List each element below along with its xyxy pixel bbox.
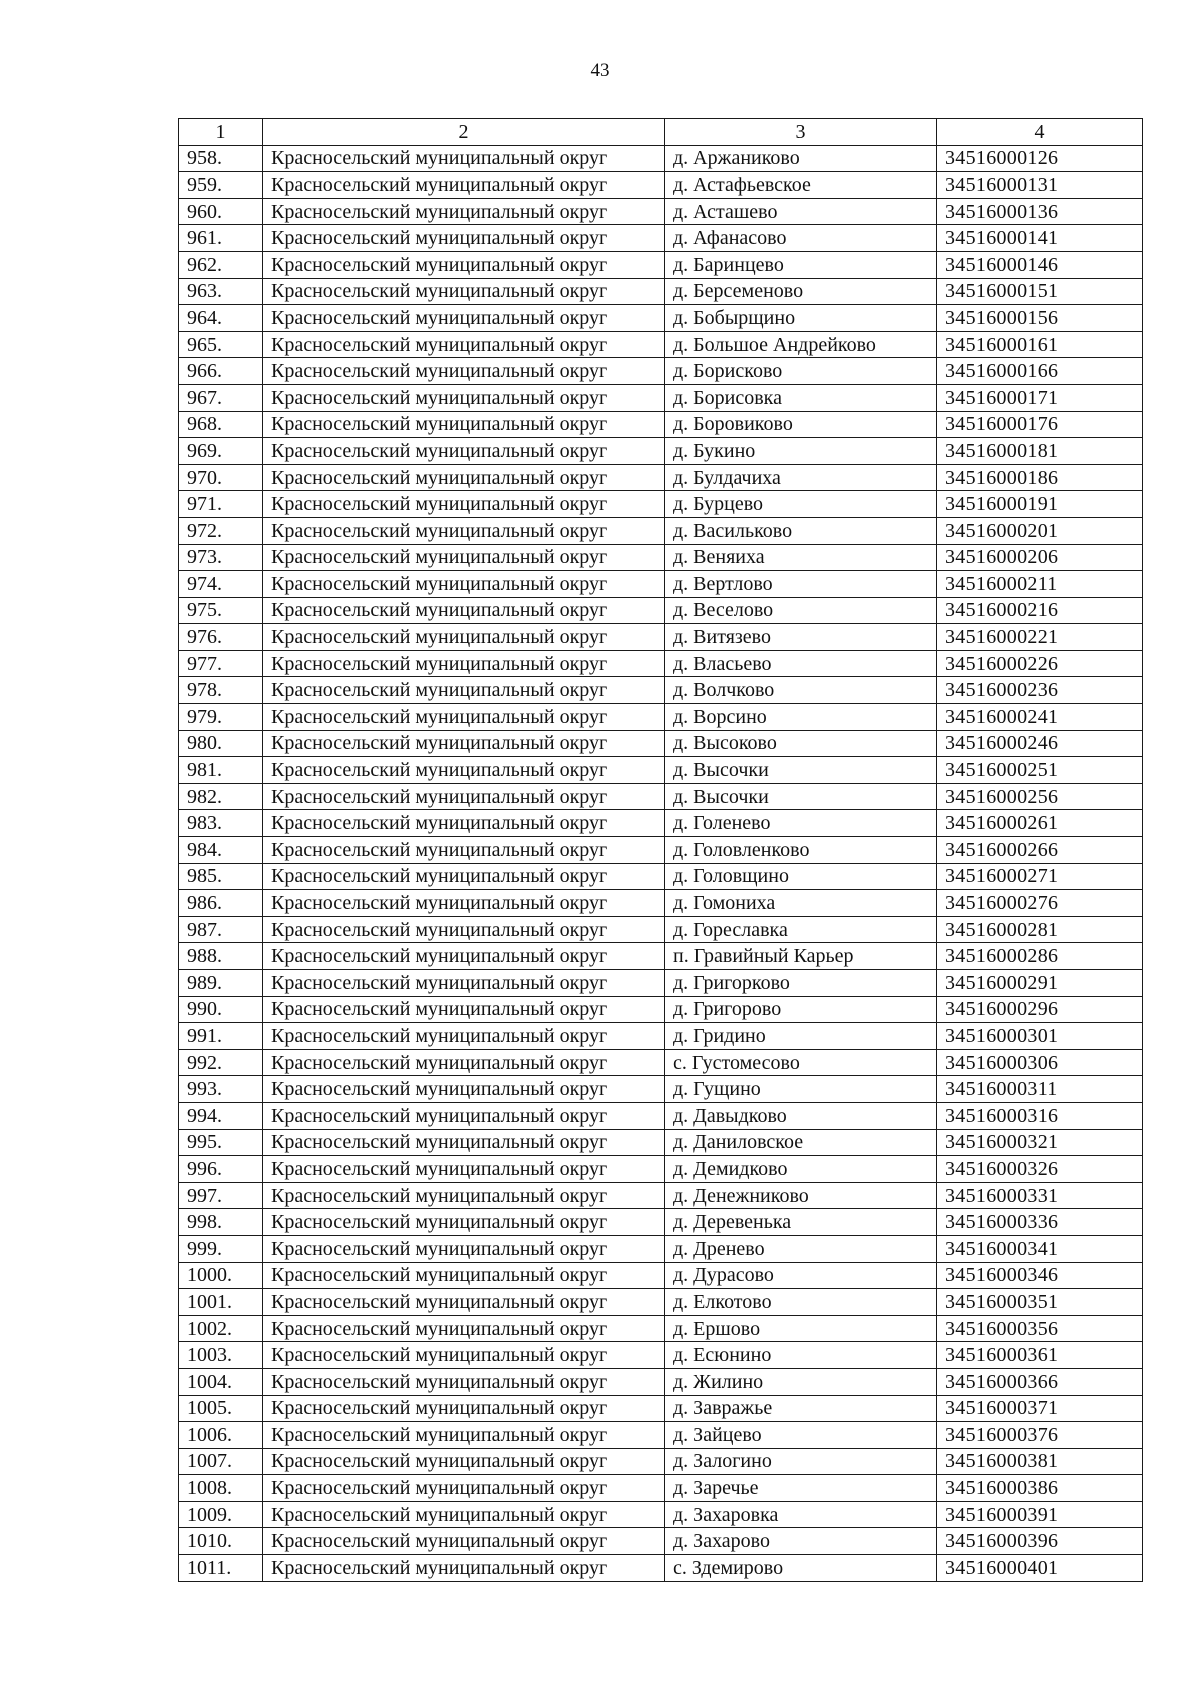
district-cell: Красносельский муниципальный округ xyxy=(263,1501,665,1528)
table-row xyxy=(179,1102,1143,1129)
row-number: 1004. xyxy=(179,1368,263,1395)
oktmo-code-cell: 34516000371 xyxy=(937,1395,1143,1422)
settlement-cell: д. Жилино xyxy=(665,1368,937,1395)
settlement-cell: д. Букино xyxy=(665,438,937,465)
row-number: 1009. xyxy=(179,1501,263,1528)
oktmo-code-cell: 34516000341 xyxy=(937,1235,1143,1262)
district-cell: Красносельский муниципальный округ xyxy=(263,1528,665,1555)
table-row xyxy=(179,464,1143,491)
row-number: 961. xyxy=(179,225,263,252)
settlement-cell: д. Астафьевское xyxy=(665,172,937,199)
settlement-cell: д. Гореславка xyxy=(665,916,937,943)
oktmo-code-cell: 34516000126 xyxy=(937,145,1143,172)
row-number: 999. xyxy=(179,1235,263,1262)
settlement-cell: д. Зайцево xyxy=(665,1422,937,1449)
oktmo-code-cell: 34516000261 xyxy=(937,810,1143,837)
settlement-cell: д. Даниловское xyxy=(665,1129,937,1156)
district-cell: Красносельский муниципальный округ xyxy=(263,757,665,784)
district-cell: Красносельский муниципальный округ xyxy=(263,1156,665,1183)
table-row xyxy=(179,331,1143,358)
oktmo-code-cell: 34516000386 xyxy=(937,1475,1143,1502)
row-number: 969. xyxy=(179,438,263,465)
settlement-cell: д. Высочки xyxy=(665,757,937,784)
settlement-cell: д. Берсеменово xyxy=(665,278,937,305)
settlement-cell: д. Афанасово xyxy=(665,225,937,252)
table-row xyxy=(179,704,1143,731)
table-row xyxy=(179,810,1143,837)
row-number: 965. xyxy=(179,331,263,358)
column-header-number: 1 xyxy=(179,119,263,146)
oktmo-code-cell: 34516000296 xyxy=(937,996,1143,1023)
settlement-cell: д. Головщино xyxy=(665,863,937,890)
table-row xyxy=(179,438,1143,465)
row-number: 959. xyxy=(179,172,263,199)
district-cell: Красносельский муниципальный округ xyxy=(263,1555,665,1582)
row-number: 1007. xyxy=(179,1448,263,1475)
district-cell: Красносельский муниципальный округ xyxy=(263,783,665,810)
settlement-cell: д. Аржаниково xyxy=(665,145,937,172)
row-number: 973. xyxy=(179,544,263,571)
oktmo-code-cell: 34516000256 xyxy=(937,783,1143,810)
settlement-cell: д. Головленково xyxy=(665,837,937,864)
district-cell: Красносельский муниципальный округ xyxy=(263,251,665,278)
row-number: 985. xyxy=(179,863,263,890)
district-cell: Красносельский муниципальный округ xyxy=(263,597,665,624)
column-header-settlement: 3 xyxy=(665,119,937,146)
settlement-cell: д. Боровиково xyxy=(665,411,937,438)
oktmo-code-cell: 34516000166 xyxy=(937,358,1143,385)
row-number: 996. xyxy=(179,1156,263,1183)
district-cell: Красносельский муниципальный округ xyxy=(263,704,665,731)
table-row xyxy=(179,1475,1143,1502)
row-number: 997. xyxy=(179,1182,263,1209)
table-row xyxy=(179,1448,1143,1475)
district-cell: Красносельский муниципальный округ xyxy=(263,890,665,917)
district-cell: Красносельский муниципальный округ xyxy=(263,1023,665,1050)
district-cell: Красносельский муниципальный округ xyxy=(263,384,665,411)
table-row xyxy=(179,1342,1143,1369)
row-number: 1002. xyxy=(179,1315,263,1342)
district-cell: Красносельский муниципальный округ xyxy=(263,1102,665,1129)
settlement-cell: д. Борисовка xyxy=(665,384,937,411)
row-number: 962. xyxy=(179,251,263,278)
settlement-cell: д. Высочки xyxy=(665,783,937,810)
column-header-district: 2 xyxy=(263,119,665,146)
table-row xyxy=(179,1368,1143,1395)
table-header-row xyxy=(179,119,1143,146)
settlement-cell: с. Густомесово xyxy=(665,1049,937,1076)
table-row xyxy=(179,943,1143,970)
district-cell: Красносельский муниципальный округ xyxy=(263,810,665,837)
oktmo-code-cell: 34516000241 xyxy=(937,704,1143,731)
table-row xyxy=(179,996,1143,1023)
table-row xyxy=(179,358,1143,385)
settlement-cell: д. Гомониха xyxy=(665,890,937,917)
district-cell: Красносельский муниципальный округ xyxy=(263,650,665,677)
settlement-cell: д. Веняиха xyxy=(665,544,937,571)
oktmo-code-cell: 34516000366 xyxy=(937,1368,1143,1395)
settlement-cell: д. Деревенька xyxy=(665,1209,937,1236)
settlement-cell: д. Денежниково xyxy=(665,1182,937,1209)
oktmo-code-cell: 34516000161 xyxy=(937,331,1143,358)
table-row xyxy=(179,1501,1143,1528)
district-cell: Красносельский муниципальный округ xyxy=(263,730,665,757)
district-cell: Красносельский муниципальный округ xyxy=(263,145,665,172)
settlement-cell: д. Дурасово xyxy=(665,1262,937,1289)
district-cell: Красносельский муниципальный округ xyxy=(263,491,665,518)
oktmo-code-cell: 34516000266 xyxy=(937,837,1143,864)
row-number: 978. xyxy=(179,677,263,704)
district-cell: Красносельский муниципальный округ xyxy=(263,943,665,970)
district-cell: Красносельский муниципальный округ xyxy=(263,278,665,305)
settlement-cell: д. Витязево xyxy=(665,624,937,651)
table-row xyxy=(179,783,1143,810)
oktmo-code-cell: 34516000226 xyxy=(937,650,1143,677)
column-header-code: 4 xyxy=(937,119,1143,146)
oktmo-code-cell: 34516000311 xyxy=(937,1076,1143,1103)
district-cell: Красносельский муниципальный округ xyxy=(263,1315,665,1342)
table-row xyxy=(179,970,1143,997)
settlements-table xyxy=(178,118,1143,1582)
row-number: 958. xyxy=(179,145,263,172)
district-cell: Красносельский муниципальный округ xyxy=(263,1368,665,1395)
table-row xyxy=(179,730,1143,757)
row-number: 987. xyxy=(179,916,263,943)
table-row xyxy=(179,145,1143,172)
table-row xyxy=(179,837,1143,864)
row-number: 970. xyxy=(179,464,263,491)
settlement-cell: п. Гравийный Карьер xyxy=(665,943,937,970)
oktmo-code-cell: 34516000396 xyxy=(937,1528,1143,1555)
page-number: 43 xyxy=(590,60,610,81)
row-number: 995. xyxy=(179,1129,263,1156)
oktmo-code-cell: 34516000191 xyxy=(937,491,1143,518)
row-number: 977. xyxy=(179,650,263,677)
settlement-cell: д. Бобырщино xyxy=(665,305,937,332)
district-cell: Красносельский муниципальный округ xyxy=(263,225,665,252)
settlement-cell: д. Волчково xyxy=(665,677,937,704)
table-row xyxy=(179,757,1143,784)
row-number: 992. xyxy=(179,1049,263,1076)
district-cell: Красносельский муниципальный округ xyxy=(263,1422,665,1449)
row-number: 980. xyxy=(179,730,263,757)
row-number: 981. xyxy=(179,757,263,784)
district-cell: Красносельский муниципальный округ xyxy=(263,1289,665,1316)
settlement-cell: д. Веселово xyxy=(665,597,937,624)
row-number: 1001. xyxy=(179,1289,263,1316)
table-row xyxy=(179,1129,1143,1156)
table-row xyxy=(179,1023,1143,1050)
oktmo-code-cell: 34516000391 xyxy=(937,1501,1143,1528)
row-number: 1010. xyxy=(179,1528,263,1555)
settlement-cell: д. Ворсино xyxy=(665,704,937,731)
row-number: 963. xyxy=(179,278,263,305)
table-row xyxy=(179,1156,1143,1183)
district-cell: Красносельский муниципальный округ xyxy=(263,571,665,598)
table-row xyxy=(179,1209,1143,1236)
settlement-cell: д. Борисково xyxy=(665,358,937,385)
table-row xyxy=(179,305,1143,332)
settlement-cell: д. Есюнино xyxy=(665,1342,937,1369)
oktmo-code-cell: 34516000331 xyxy=(937,1182,1143,1209)
district-cell: Красносельский муниципальный округ xyxy=(263,1475,665,1502)
settlement-cell: д. Булдачиха xyxy=(665,464,937,491)
settlement-cell: д. Залогино xyxy=(665,1448,937,1475)
oktmo-code-cell: 34516000171 xyxy=(937,384,1143,411)
table-body xyxy=(179,145,1143,1581)
district-cell: Красносельский муниципальный округ xyxy=(263,438,665,465)
district-cell: Красносельский муниципальный округ xyxy=(263,1235,665,1262)
table-row xyxy=(179,172,1143,199)
district-cell: Красносельский муниципальный округ xyxy=(263,411,665,438)
oktmo-code-cell: 34516000306 xyxy=(937,1049,1143,1076)
district-cell: Красносельский муниципальный округ xyxy=(263,358,665,385)
settlement-cell: д. Заречье xyxy=(665,1475,937,1502)
table-row xyxy=(179,1315,1143,1342)
settlement-cell: с. Здемирово xyxy=(665,1555,937,1582)
settlement-cell: д. Григорково xyxy=(665,970,937,997)
oktmo-code-cell: 34516000181 xyxy=(937,438,1143,465)
district-cell: Красносельский муниципальный округ xyxy=(263,916,665,943)
oktmo-code-cell: 34516000336 xyxy=(937,1209,1143,1236)
oktmo-code-cell: 34516000301 xyxy=(937,1023,1143,1050)
row-number: 967. xyxy=(179,384,263,411)
table-row xyxy=(179,1049,1143,1076)
oktmo-code-cell: 34516000211 xyxy=(937,571,1143,598)
district-cell: Красносельский муниципальный округ xyxy=(263,198,665,225)
settlement-cell: д. Вертлово xyxy=(665,571,937,598)
oktmo-code-cell: 34516000361 xyxy=(937,1342,1143,1369)
oktmo-code-cell: 34516000271 xyxy=(937,863,1143,890)
table-row xyxy=(179,571,1143,598)
table-row xyxy=(179,198,1143,225)
district-cell: Красносельский муниципальный округ xyxy=(263,331,665,358)
oktmo-code-cell: 34516000251 xyxy=(937,757,1143,784)
table-row xyxy=(179,916,1143,943)
district-cell: Красносельский муниципальный округ xyxy=(263,677,665,704)
district-cell: Красносельский муниципальный округ xyxy=(263,1342,665,1369)
oktmo-code-cell: 34516000186 xyxy=(937,464,1143,491)
settlement-cell: д. Ершово xyxy=(665,1315,937,1342)
oktmo-code-cell: 34516000321 xyxy=(937,1129,1143,1156)
row-number: 994. xyxy=(179,1102,263,1129)
district-cell: Красносельский муниципальный округ xyxy=(263,544,665,571)
oktmo-code-cell: 34516000146 xyxy=(937,251,1143,278)
settlement-cell: д. Асташево xyxy=(665,198,937,225)
table-row xyxy=(179,278,1143,305)
row-number: 991. xyxy=(179,1023,263,1050)
oktmo-code-cell: 34516000376 xyxy=(937,1422,1143,1449)
row-number: 986. xyxy=(179,890,263,917)
row-number: 989. xyxy=(179,970,263,997)
settlement-cell: д. Захаровка xyxy=(665,1501,937,1528)
oktmo-code-cell: 34516000216 xyxy=(937,597,1143,624)
row-number: 974. xyxy=(179,571,263,598)
settlement-cell: д. Елкотово xyxy=(665,1289,937,1316)
table-row xyxy=(179,650,1143,677)
table-row xyxy=(179,677,1143,704)
settlement-cell: д. Гущино xyxy=(665,1076,937,1103)
settlement-cell: д. Дренево xyxy=(665,1235,937,1262)
row-number: 966. xyxy=(179,358,263,385)
oktmo-code-cell: 34516000276 xyxy=(937,890,1143,917)
table-row xyxy=(179,1262,1143,1289)
row-number: 979. xyxy=(179,704,263,731)
table-row xyxy=(179,624,1143,651)
oktmo-code-cell: 34516000221 xyxy=(937,624,1143,651)
oktmo-code-cell: 34516000326 xyxy=(937,1156,1143,1183)
row-number: 976. xyxy=(179,624,263,651)
settlement-cell: д. Бурцево xyxy=(665,491,937,518)
table-row xyxy=(179,1289,1143,1316)
table-row xyxy=(179,491,1143,518)
table-row xyxy=(179,1555,1143,1582)
oktmo-code-cell: 34516000381 xyxy=(937,1448,1143,1475)
row-number: 1003. xyxy=(179,1342,263,1369)
settlement-cell: д. Давыдково xyxy=(665,1102,937,1129)
settlement-cell: д. Захарово xyxy=(665,1528,937,1555)
district-cell: Красносельский муниципальный округ xyxy=(263,1049,665,1076)
row-number: 1005. xyxy=(179,1395,263,1422)
oktmo-code-cell: 34516000346 xyxy=(937,1262,1143,1289)
table-row xyxy=(179,1076,1143,1103)
district-cell: Красносельский муниципальный округ xyxy=(263,863,665,890)
oktmo-code-cell: 34516000351 xyxy=(937,1289,1143,1316)
district-cell: Красносельский муниципальный округ xyxy=(263,1395,665,1422)
district-cell: Красносельский муниципальный округ xyxy=(263,1182,665,1209)
oktmo-code-cell: 34516000316 xyxy=(937,1102,1143,1129)
oktmo-code-cell: 34516000156 xyxy=(937,305,1143,332)
oktmo-code-cell: 34516000236 xyxy=(937,677,1143,704)
table-row xyxy=(179,544,1143,571)
oktmo-code-cell: 34516000201 xyxy=(937,517,1143,544)
settlement-cell: д. Григорово xyxy=(665,996,937,1023)
row-number: 972. xyxy=(179,517,263,544)
row-number: 975. xyxy=(179,597,263,624)
oktmo-code-cell: 34516000141 xyxy=(937,225,1143,252)
oktmo-code-cell: 34516000281 xyxy=(937,916,1143,943)
district-cell: Красносельский муниципальный округ xyxy=(263,970,665,997)
settlement-cell: д. Завражье xyxy=(665,1395,937,1422)
table-row xyxy=(179,411,1143,438)
table-row xyxy=(179,225,1143,252)
row-number: 1000. xyxy=(179,1262,263,1289)
table-row xyxy=(179,251,1143,278)
oktmo-code-cell: 34516000206 xyxy=(937,544,1143,571)
district-cell: Красносельский муниципальный округ xyxy=(263,1448,665,1475)
district-cell: Красносельский муниципальный округ xyxy=(263,996,665,1023)
table-row xyxy=(179,1235,1143,1262)
row-number: 1006. xyxy=(179,1422,263,1449)
district-cell: Красносельский муниципальный округ xyxy=(263,837,665,864)
district-cell: Красносельский муниципальный округ xyxy=(263,464,665,491)
settlement-cell: д. Голенево xyxy=(665,810,937,837)
settlement-cell: д. Власьево xyxy=(665,650,937,677)
settlement-cell: д. Демидково xyxy=(665,1156,937,1183)
row-number: 971. xyxy=(179,491,263,518)
oktmo-code-cell: 34516000356 xyxy=(937,1315,1143,1342)
table-row xyxy=(179,1422,1143,1449)
row-number: 968. xyxy=(179,411,263,438)
table-row xyxy=(179,384,1143,411)
row-number: 982. xyxy=(179,783,263,810)
settlement-cell: д. Васильково xyxy=(665,517,937,544)
oktmo-code-cell: 34516000136 xyxy=(937,198,1143,225)
district-cell: Красносельский муниципальный округ xyxy=(263,517,665,544)
district-cell: Красносельский муниципальный округ xyxy=(263,624,665,651)
oktmo-code-cell: 34516000176 xyxy=(937,411,1143,438)
row-number: 993. xyxy=(179,1076,263,1103)
settlement-cell: д. Высоково xyxy=(665,730,937,757)
settlement-cell: д. Баринцево xyxy=(665,251,937,278)
settlement-cell: д. Большое Андрейково xyxy=(665,331,937,358)
table-row xyxy=(179,890,1143,917)
settlement-cell: д. Гридино xyxy=(665,1023,937,1050)
oktmo-code-cell: 34516000151 xyxy=(937,278,1143,305)
oktmo-code-cell: 34516000246 xyxy=(937,730,1143,757)
table-row xyxy=(179,1528,1143,1555)
row-number: 1008. xyxy=(179,1475,263,1502)
table-row xyxy=(179,1182,1143,1209)
row-number: 990. xyxy=(179,996,263,1023)
oktmo-code-cell: 34516000286 xyxy=(937,943,1143,970)
row-number: 998. xyxy=(179,1209,263,1236)
row-number: 1011. xyxy=(179,1555,263,1582)
district-cell: Красносельский муниципальный округ xyxy=(263,1209,665,1236)
oktmo-code-cell: 34516000131 xyxy=(937,172,1143,199)
table-row xyxy=(179,1395,1143,1422)
district-cell: Красносельский муниципальный округ xyxy=(263,1129,665,1156)
district-cell: Красносельский муниципальный округ xyxy=(263,1076,665,1103)
row-number: 964. xyxy=(179,305,263,332)
row-number: 988. xyxy=(179,943,263,970)
district-cell: Красносельский муниципальный округ xyxy=(263,305,665,332)
table-row xyxy=(179,597,1143,624)
oktmo-code-cell: 34516000291 xyxy=(937,970,1143,997)
district-cell: Красносельский муниципальный округ xyxy=(263,1262,665,1289)
table-row xyxy=(179,517,1143,544)
district-cell: Красносельский муниципальный округ xyxy=(263,172,665,199)
oktmo-code-cell: 34516000401 xyxy=(937,1555,1143,1582)
row-number: 960. xyxy=(179,198,263,225)
table-row xyxy=(179,863,1143,890)
row-number: 983. xyxy=(179,810,263,837)
row-number: 984. xyxy=(179,837,263,864)
